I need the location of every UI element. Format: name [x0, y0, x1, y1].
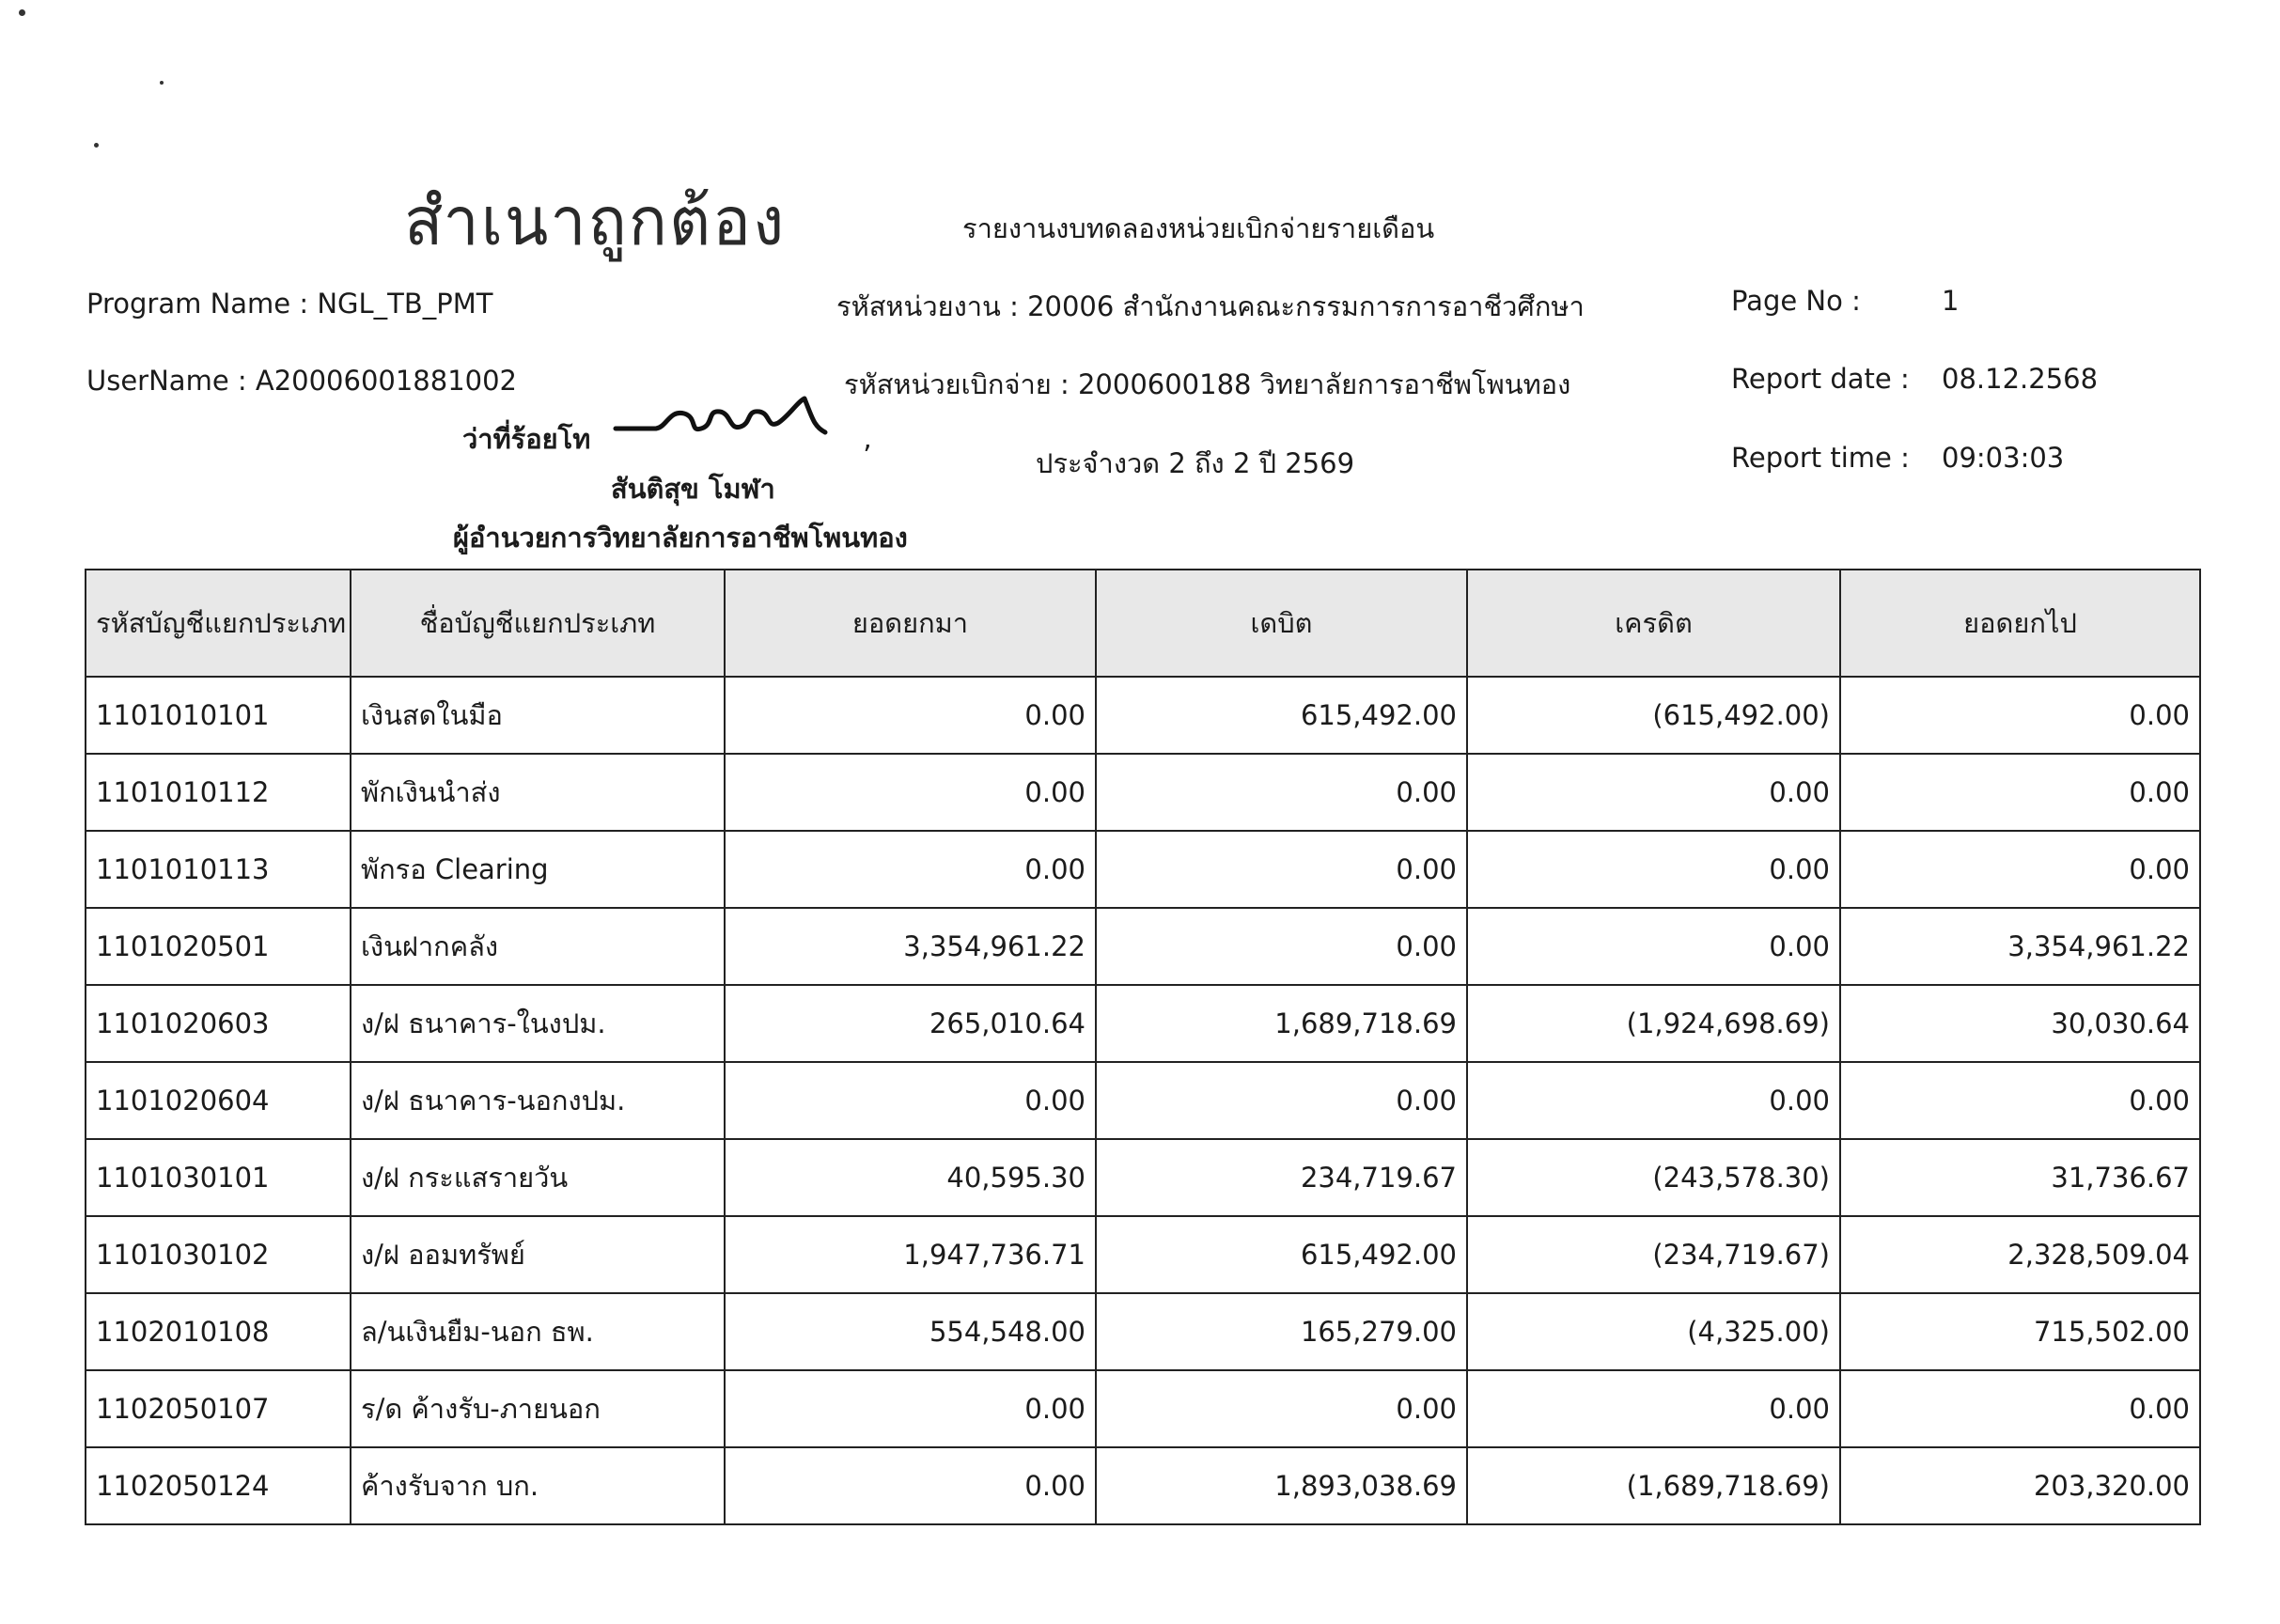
tick-mark: ʼ: [863, 440, 872, 473]
opening-balance: 0.00: [725, 1062, 1096, 1139]
header-debit: เดบิต: [1096, 570, 1467, 677]
credit-amount: 0.00: [1467, 1370, 1840, 1447]
closing-balance: 715,502.00: [1840, 1293, 2200, 1370]
closing-balance: 0.00: [1840, 1062, 2200, 1139]
closing-balance: 0.00: [1840, 754, 2200, 831]
scan-speck: [19, 9, 25, 16]
account-name: เงินสดในมือ: [351, 677, 725, 754]
table-row: [86, 1447, 2200, 1524]
department-code: รหัสหน่วยงาน : 20006 สำนักงานคณะกรรมการการอาชีวศึกษา: [836, 290, 1585, 322]
closing-balance: 30,030.64: [1840, 985, 2200, 1062]
debit-amount: 615,492.00: [1096, 677, 1467, 754]
closing-balance: 0.00: [1840, 1370, 2200, 1447]
debit-amount: 0.00: [1096, 1062, 1467, 1139]
account-code: 1102050124: [86, 1447, 351, 1524]
account-code: 1101020604: [86, 1062, 351, 1139]
opening-balance: 3,354,961.22: [725, 908, 1096, 985]
header-account-code: รหัสบัญชีแยกประเภท: [86, 570, 351, 677]
opening-balance: 0.00: [725, 1447, 1096, 1524]
account-code: 1101010112: [86, 754, 351, 831]
credit-amount: 0.00: [1467, 908, 1840, 985]
table-row: [86, 1216, 2200, 1293]
table-row: [86, 1062, 2200, 1139]
header-closing-balance: ยอดยกไป: [1840, 570, 2200, 677]
certifier-rank: ว่าที่ร้อยโท: [462, 423, 591, 455]
closing-balance: 0.00: [1840, 677, 2200, 754]
table-header-row: [86, 570, 2200, 677]
certifier-position: ผู้อำนวยการวิทยาลัยการอาชีพโพนทอง: [453, 522, 908, 554]
account-name: เงินฝากคลัง: [351, 908, 725, 985]
debit-amount: 234,719.67: [1096, 1139, 1467, 1216]
account-name: ล/นเงินยืม-นอก ธพ.: [351, 1293, 725, 1370]
account-name: ง/ฝ ออมทรัพย์: [351, 1216, 725, 1293]
debit-amount: 0.00: [1096, 754, 1467, 831]
closing-balance: 31,736.67: [1840, 1139, 2200, 1216]
closing-balance: 2,328,509.04: [1840, 1216, 2200, 1293]
account-name: ค้างรับจาก บก.: [351, 1447, 725, 1524]
report-time-value: 09:03:03: [1942, 442, 2065, 474]
table-row: [86, 985, 2200, 1062]
account-code: 1101030101: [86, 1139, 351, 1216]
opening-balance: 554,548.00: [725, 1293, 1096, 1370]
debit-amount: 0.00: [1096, 1370, 1467, 1447]
trial-balance-table: [85, 569, 2201, 1525]
debit-amount: 1,689,718.69: [1096, 985, 1467, 1062]
page-no-label: Page No :: [1731, 285, 1861, 317]
scan-speck: [160, 81, 164, 85]
opening-balance: 1,947,736.71: [725, 1216, 1096, 1293]
credit-amount: 0.00: [1467, 754, 1840, 831]
account-name: ง/ฝ ธนาคาร-ในงปม.: [351, 985, 725, 1062]
credit-amount: (234,719.67): [1467, 1216, 1840, 1293]
account-code: 1101010101: [86, 677, 351, 754]
debit-amount: 165,279.00: [1096, 1293, 1467, 1370]
report-date-label: Report date :: [1731, 363, 1910, 395]
account-name: ง/ฝ ธนาคาร-นอกงปม.: [351, 1062, 725, 1139]
table-row: [86, 1370, 2200, 1447]
table-row: [86, 754, 2200, 831]
report-period: ประจำงวด 2 ถึง 2 ปี 2569: [1036, 447, 1355, 479]
account-name: พักเงินนำส่ง: [351, 754, 725, 831]
opening-balance: 265,010.64: [725, 985, 1096, 1062]
table-row: [86, 677, 2200, 754]
disbursing-unit-code: รหัสหน่วยเบิกจ่าย : 2000600188 วิทยาลัยการอาชีพโพนทอง: [844, 368, 1571, 400]
closing-balance: 203,320.00: [1840, 1447, 2200, 1524]
header-opening-balance: ยอดยกมา: [725, 570, 1096, 677]
opening-balance: 0.00: [725, 754, 1096, 831]
debit-amount: 0.00: [1096, 831, 1467, 908]
credit-amount: 0.00: [1467, 1062, 1840, 1139]
credit-amount: (1,924,698.69): [1467, 985, 1840, 1062]
table-row: [86, 1293, 2200, 1370]
account-code: 1101010113: [86, 831, 351, 908]
opening-balance: 0.00: [725, 1370, 1096, 1447]
table-row: [86, 831, 2200, 908]
scan-speck: [94, 143, 99, 148]
report-time-label: Report time :: [1731, 442, 1910, 474]
account-code: 1101030102: [86, 1216, 351, 1293]
user-name: UserName : A20006001881002: [86, 365, 518, 397]
account-name: ร/ด ค้างรับ-ภายนอก: [351, 1370, 725, 1447]
account-name: ง/ฝ กระแสรายวัน: [351, 1139, 725, 1216]
header-account-name: ชื่อบัญชีแยกประเภท: [351, 570, 725, 677]
certifier-name: สันติสุข โมฬา: [611, 473, 775, 505]
account-code: 1102050107: [86, 1370, 351, 1447]
debit-amount: 0.00: [1096, 908, 1467, 985]
opening-balance: 0.00: [725, 677, 1096, 754]
table-row: [86, 1139, 2200, 1216]
report-date-value: 08.12.2568: [1942, 363, 2099, 395]
header-credit: เครดิต: [1467, 570, 1840, 677]
program-name: Program Name : NGL_TB_PMT: [86, 288, 493, 320]
opening-balance: 0.00: [725, 831, 1096, 908]
report-title: รายงานงบทดลองหน่วยเบิกจ่ายรายเดือน: [962, 212, 1435, 244]
closing-balance: 0.00: [1840, 831, 2200, 908]
table-row: [86, 908, 2200, 985]
credit-amount: 0.00: [1467, 831, 1840, 908]
account-name: พักรอ Clearing: [351, 831, 725, 908]
account-code: 1101020603: [86, 985, 351, 1062]
credit-amount: (615,492.00): [1467, 677, 1840, 754]
credit-amount: (243,578.30): [1467, 1139, 1840, 1216]
account-code: 1102010108: [86, 1293, 351, 1370]
debit-amount: 615,492.00: [1096, 1216, 1467, 1293]
credit-amount: (1,689,718.69): [1467, 1447, 1840, 1524]
certified-copy-stamp: สำเนาถูกต้อง: [404, 182, 787, 261]
handwritten-signature: [611, 389, 836, 445]
closing-balance: 3,354,961.22: [1840, 908, 2200, 985]
account-code: 1101020501: [86, 908, 351, 985]
opening-balance: 40,595.30: [725, 1139, 1096, 1216]
page-no-value: 1: [1942, 285, 1960, 317]
credit-amount: (4,325.00): [1467, 1293, 1840, 1370]
debit-amount: 1,893,038.69: [1096, 1447, 1467, 1524]
